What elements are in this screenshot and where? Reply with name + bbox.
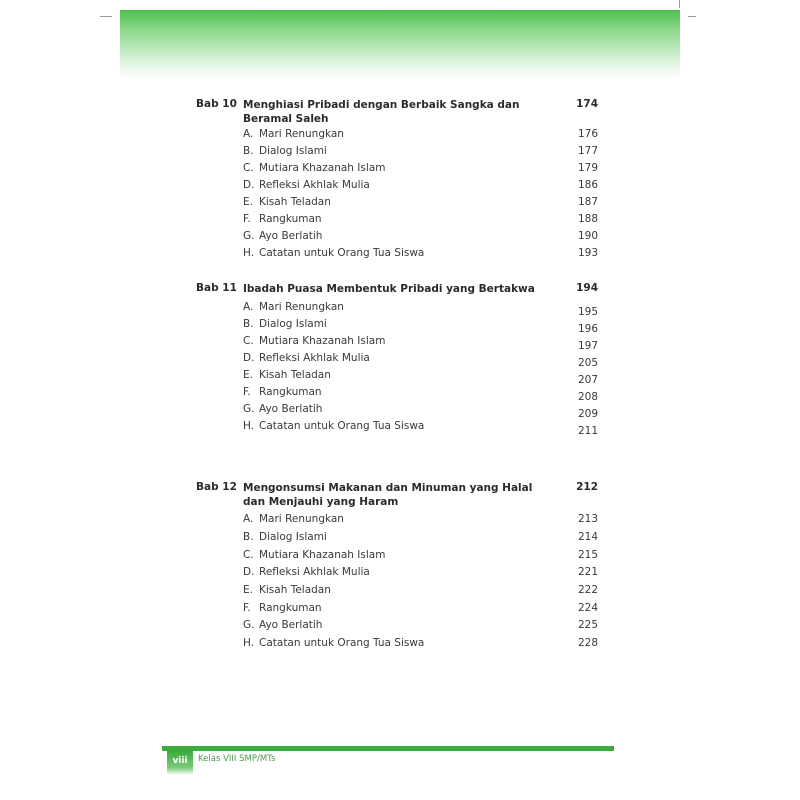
entry-letter: B. bbox=[243, 531, 254, 543]
crop-mark-right-vertical bbox=[679, 0, 680, 8]
entry-title: Rangkuman bbox=[259, 386, 322, 398]
chapter-label: Bab 12 bbox=[196, 481, 237, 493]
crop-mark-right bbox=[688, 16, 696, 17]
footer-page-number: viii bbox=[167, 751, 193, 775]
entry-page-number: 222 bbox=[577, 584, 598, 596]
entry-page-number: 179 bbox=[577, 162, 598, 174]
entry-page-number: 225 bbox=[577, 619, 598, 631]
entry-title: Rangkuman bbox=[259, 602, 322, 614]
entry-page-number: 187 bbox=[577, 196, 598, 208]
entry-letter: E. bbox=[243, 584, 253, 596]
entry-title: Refleksi Akhlak Mulia bbox=[259, 352, 370, 364]
entry-letter: D. bbox=[243, 566, 255, 578]
entry-title: Kisah Teladan bbox=[259, 369, 331, 381]
entry-title: Mari Renungkan bbox=[259, 128, 344, 140]
footer-bar bbox=[162, 746, 614, 751]
entry-letter: F. bbox=[243, 386, 251, 398]
entry-title: Ayo Berlatih bbox=[259, 230, 323, 242]
toc-entry bbox=[0, 548, 800, 562]
entry-title: Mari Renungkan bbox=[259, 301, 344, 313]
entry-letter: F. bbox=[243, 213, 251, 225]
entry-page-number: 208 bbox=[577, 391, 598, 403]
entry-page-number: 207 bbox=[577, 374, 598, 386]
entry-page-number: 214 bbox=[577, 531, 598, 543]
toc-entry bbox=[0, 144, 800, 158]
entry-letter: D. bbox=[243, 352, 255, 364]
entry-page-number: 196 bbox=[577, 323, 598, 335]
chapter-title: Menghiasi Pribadi dengan Berbaik Sangka dan Beramal Saleh bbox=[243, 99, 520, 125]
entry-title: Mutiara Khazanah Islam bbox=[259, 549, 386, 561]
toc-entry bbox=[0, 351, 800, 369]
toc-entry bbox=[0, 334, 800, 352]
entry-title: Catatan untuk Orang Tua Siswa bbox=[259, 247, 425, 259]
chapter-title: Mengonsumsi Makanan dan Minuman yang Halal dan Menjauhi yang Haram bbox=[243, 482, 533, 508]
entry-letter: E. bbox=[243, 369, 253, 381]
entry-title: Dialog Islami bbox=[259, 145, 327, 157]
entry-title: Dialog Islami bbox=[259, 318, 327, 330]
entry-page-number: 211 bbox=[577, 425, 598, 437]
entry-letter: A. bbox=[243, 513, 254, 525]
entry-page-number: 186 bbox=[577, 179, 598, 191]
entry-page-number: 213 bbox=[577, 513, 598, 525]
entry-page-number: 195 bbox=[577, 306, 598, 318]
entry-page-number: 176 bbox=[577, 128, 598, 140]
entry-page-number: 205 bbox=[577, 357, 598, 369]
entry-title: Ayo Berlatih bbox=[259, 619, 323, 631]
chapter-label: Bab 10 bbox=[196, 98, 237, 110]
entry-page-number: 221 bbox=[577, 566, 598, 578]
entry-letter: B. bbox=[243, 318, 254, 330]
entry-title: Dialog Islami bbox=[259, 531, 327, 543]
entry-letter: A. bbox=[243, 301, 254, 313]
toc-entry bbox=[0, 583, 800, 597]
entry-title: Kisah Teladan bbox=[259, 196, 331, 208]
toc-entry bbox=[0, 385, 800, 403]
header-band bbox=[120, 10, 680, 80]
entry-page-number: 188 bbox=[577, 213, 598, 225]
entry-title: Mutiara Khazanah Islam bbox=[259, 162, 386, 174]
entry-letter: H. bbox=[243, 637, 255, 649]
toc-entry bbox=[0, 178, 800, 192]
entry-letter: C. bbox=[243, 162, 254, 174]
entry-page-number: 190 bbox=[577, 230, 598, 242]
chapter-page-number: 194 bbox=[576, 282, 598, 294]
toc-entry bbox=[0, 246, 800, 260]
chapter-label: Bab 11 bbox=[196, 282, 237, 294]
entry-letter: C. bbox=[243, 335, 254, 347]
toc-entry bbox=[0, 419, 800, 437]
toc-entry bbox=[0, 212, 800, 226]
toc-entry bbox=[0, 317, 800, 335]
toc-entry bbox=[0, 601, 800, 615]
chapter-page-number: 174 bbox=[576, 98, 598, 110]
toc-entry bbox=[0, 565, 800, 579]
entry-letter: G. bbox=[243, 619, 255, 631]
entry-letter: C. bbox=[243, 549, 254, 561]
toc-entry bbox=[0, 618, 800, 632]
footer-label: Kelas VIII SMP/MTs bbox=[198, 754, 276, 764]
entry-page-number: 197 bbox=[577, 340, 598, 352]
entry-title: Mari Renungkan bbox=[259, 513, 344, 525]
toc-entry bbox=[0, 229, 800, 243]
entry-title: Mutiara Khazanah Islam bbox=[259, 335, 386, 347]
entry-letter: F. bbox=[243, 602, 251, 614]
entry-page-number: 215 bbox=[577, 549, 598, 561]
entry-page-number: 209 bbox=[577, 408, 598, 420]
entry-title: Rangkuman bbox=[259, 213, 322, 225]
toc-entry bbox=[0, 300, 800, 318]
entry-letter: G. bbox=[243, 230, 255, 242]
entry-letter: D. bbox=[243, 179, 255, 191]
entry-letter: H. bbox=[243, 420, 255, 432]
entry-title: Refleksi Akhlak Mulia bbox=[259, 566, 370, 578]
entry-letter: G. bbox=[243, 403, 255, 415]
toc-entry bbox=[0, 127, 800, 141]
toc-entry bbox=[0, 530, 800, 544]
entry-page-number: 228 bbox=[577, 637, 598, 649]
crop-mark-left bbox=[100, 16, 112, 17]
toc-entry bbox=[0, 368, 800, 386]
entry-page-number: 177 bbox=[577, 145, 598, 157]
entry-title: Refleksi Akhlak Mulia bbox=[259, 179, 370, 191]
entry-letter: B. bbox=[243, 145, 254, 157]
entry-letter: A. bbox=[243, 128, 254, 140]
entry-title: Kisah Teladan bbox=[259, 584, 331, 596]
toc-entry bbox=[0, 161, 800, 175]
toc-entry bbox=[0, 512, 800, 526]
toc-entry bbox=[0, 636, 800, 650]
entry-title: Catatan untuk Orang Tua Siswa bbox=[259, 637, 425, 649]
entry-letter: E. bbox=[243, 196, 253, 208]
chapter-title: Ibadah Puasa Membentuk Pribadi yang Bertakwa bbox=[243, 283, 535, 295]
entry-page-number: 224 bbox=[577, 602, 598, 614]
toc-entry bbox=[0, 402, 800, 420]
toc-entry bbox=[0, 195, 800, 209]
entry-page-number: 193 bbox=[577, 247, 598, 259]
chapter-page-number: 212 bbox=[576, 481, 598, 493]
entry-title: Ayo Berlatih bbox=[259, 403, 323, 415]
entry-title: Catatan untuk Orang Tua Siswa bbox=[259, 420, 425, 432]
entry-letter: H. bbox=[243, 247, 255, 259]
